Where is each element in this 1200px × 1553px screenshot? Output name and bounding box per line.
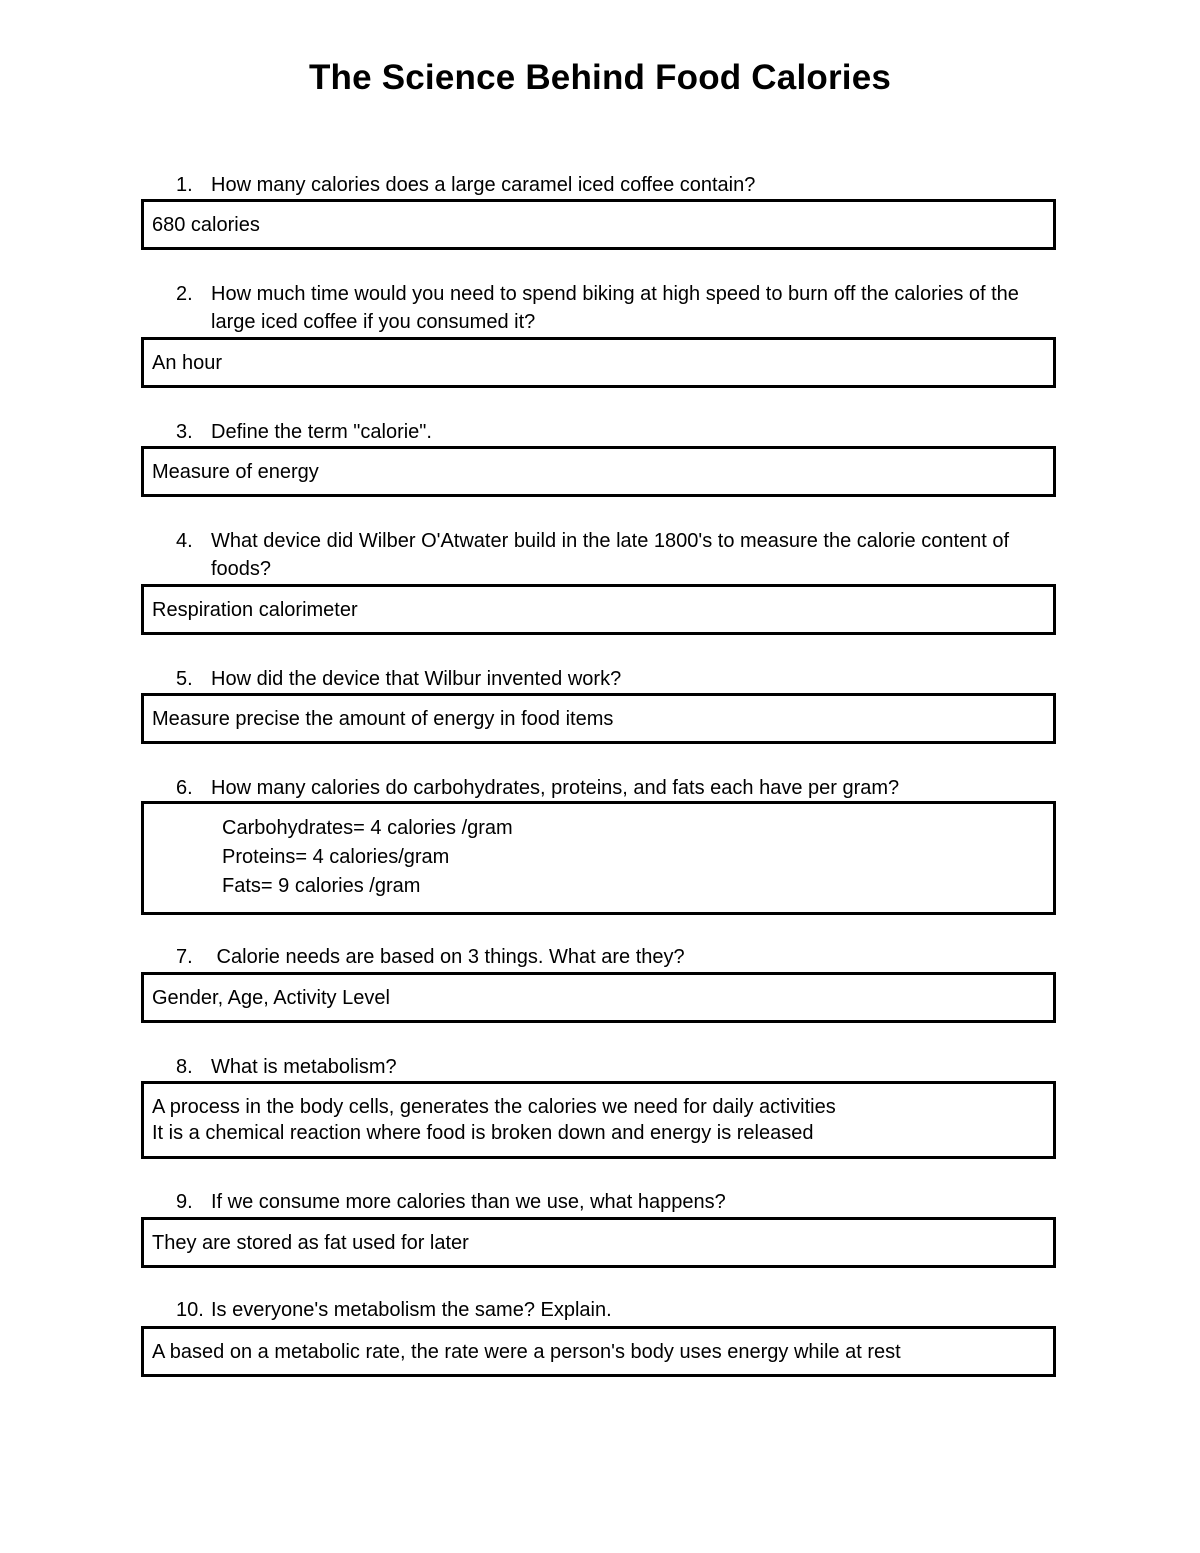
answer-box-3[interactable]: [141, 446, 1056, 497]
answer-box-2[interactable]: [141, 337, 1056, 388]
question-text: What is metabolism?: [211, 1056, 397, 1078]
question-6: [176, 774, 1056, 802]
answer-box-9[interactable]: [141, 1217, 1056, 1268]
question-1: [176, 171, 1056, 199]
answer-text: 680 calories: [152, 214, 260, 236]
question-text: How many calories do carbohydrates, proteins, and fats each have per gram?: [211, 777, 900, 799]
question-number: 8.: [176, 1056, 193, 1078]
answer-text: They are stored as fat used for later: [152, 1232, 469, 1254]
answer-box-8[interactable]: [141, 1081, 1056, 1159]
answer-text: Proteins= 4 calories/gram: [222, 846, 450, 868]
answer-text: An hour: [152, 352, 223, 374]
question-2: [176, 280, 1056, 336]
question-4: [176, 527, 1056, 583]
question-text: Is everyone's metabolism the same? Explain.: [211, 1299, 612, 1321]
question-text: Define the term "calorie".: [211, 421, 432, 443]
question-number: 7.: [176, 946, 193, 968]
question-text: How much time would you need to spend biking at high speed to burn off the calories of the large iced coffee if you consumed it?: [211, 283, 1019, 333]
question-number: 9.: [176, 1191, 193, 1213]
question-text: How did the device that Wilbur invented work?: [211, 668, 622, 690]
answer-text: Measure of energy: [152, 461, 319, 483]
answer-box-6[interactable]: [141, 801, 1056, 915]
question-number: 4.: [176, 530, 193, 552]
question-number: 3.: [176, 421, 193, 443]
answer-text: It is a chemical reaction where food is broken down and energy is released: [152, 1122, 814, 1144]
question-number: 2.: [176, 283, 193, 305]
answer-box-7[interactable]: [141, 972, 1056, 1023]
question-text: How many calories does a large caramel iced coffee contain?: [211, 174, 756, 196]
question-7: [176, 943, 1056, 971]
answer-box-1[interactable]: [141, 199, 1056, 250]
question-10: [176, 1296, 1056, 1324]
answer-box-4[interactable]: [141, 584, 1056, 635]
answer-text: Fats= 9 calories /gram: [222, 875, 421, 897]
answer-text: Measure precise the amount of energy in food items: [152, 708, 614, 730]
answer-text: Carbohydrates= 4 calories /gram: [222, 817, 513, 839]
answer-text: A based on a metabolic rate, the rate were a person's body uses energy while at rest: [152, 1341, 901, 1363]
question-3: [176, 418, 1056, 446]
question-number: 6.: [176, 777, 193, 799]
answer-box-10[interactable]: [141, 1326, 1056, 1377]
question-9: [176, 1188, 1056, 1216]
question-8: [176, 1053, 1056, 1081]
question-number: 10.: [176, 1299, 204, 1321]
question-text: Calorie needs are based on 3 things. What are they?: [211, 946, 685, 968]
question-5: [176, 665, 1056, 693]
answer-box-5[interactable]: [141, 693, 1056, 744]
page-title: The Science Behind Food Calories: [308, 58, 892, 97]
answer-text: Respiration calorimeter: [152, 599, 358, 621]
question-number: 1.: [176, 174, 193, 196]
answer-text: Gender, Age, Activity Level: [152, 987, 390, 1009]
answer-text: A process in the body cells, generates the calories we need for daily activities: [152, 1096, 836, 1118]
question-text: What device did Wilber O'Atwater build in the late 1800's to measure the calorie content of foods?: [211, 530, 1010, 580]
question-text: If we consume more calories than we use, what happens?: [211, 1191, 726, 1213]
question-number: 5.: [176, 668, 193, 690]
